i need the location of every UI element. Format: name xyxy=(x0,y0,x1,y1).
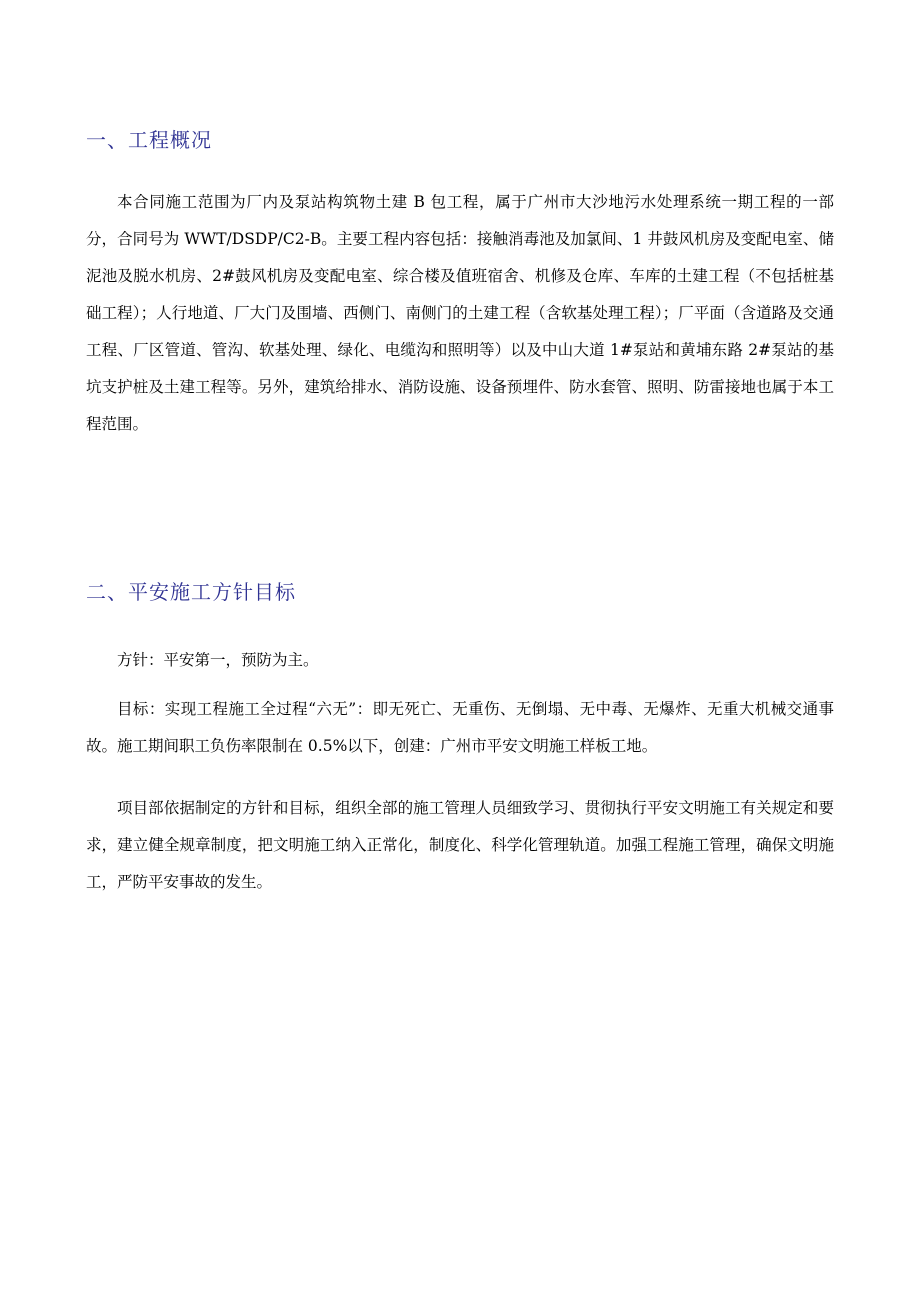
section-heading-safety-policy: 二、平安施工方针目标 xyxy=(86,580,296,604)
paragraph-implementation: 项目部依据制定的方针和目标，组织全部的施工管理人员细致学习、贯彻执行平安文明施工有关规定和要求，建立健全规章制度，把文明施工纳入正常化，制度化、科学化管理轨道。加强工程施工管理，确保文明施工，严防平安事故的发生。 xyxy=(86,799,834,891)
paragraph-project-scope: 本合同施工范围为厂内及泵站构筑物土建 B 包工程，属于广州市大沙地污水处理系统一期工程的一部分，合同号为 WWT/DSDP/C2-B。主要工程内容包括：接触消毒池及加氯间、1 井鼓风机房及变配电室、储泥池及脱水机房、2#鼓风机房及变配电室、综合楼及值班宿舍、机修及仓库、车库的土建工程（不包括桩基础工程）；人行地道、厂大门及围墙、西侧门、南侧门的土建工程（含软基处理工程）；厂平面（含道路及交通工程、厂区管道、管沟、软基处理、绿化、电缆沟和照明等）以及中山大道 1#泵站和黄埔东路 2#泵站的基坑支护桩及土建工程等。另外，建筑给排水、消防设施、设备预埋件、防水套管、照明、防雷接地也属于本工程范围。 xyxy=(86,193,834,433)
paragraph-policy: 方针：平安第一，预防为主。 xyxy=(117,651,319,669)
section-heading-project-overview: 一、工程概况 xyxy=(86,128,212,152)
paragraph-goals: 目标：实现工程施工全过程“六无”：即无死亡、无重伤、无倒塌、无中毒、无爆炸、无重大机械交通事故。施工期间职工负伤率限制在 0.5%以下，创建：广州市平安文明施工样板工地。 xyxy=(86,700,834,755)
